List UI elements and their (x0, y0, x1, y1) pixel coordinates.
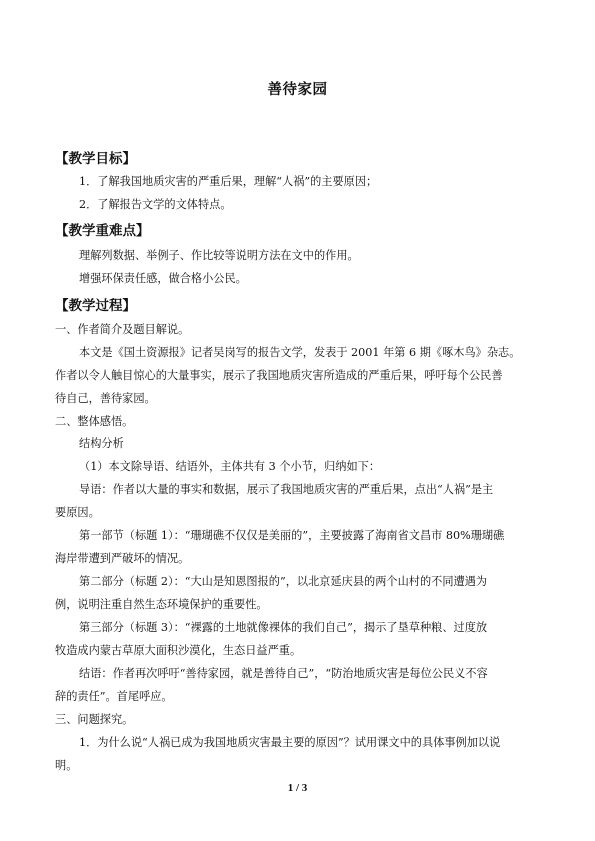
process-line: 导语：作者以大量的事实和数据，展示了我国地质灾害的严重后果，点出“人祸”是主 (79, 483, 494, 496)
goal-item-1: 1．了解我国地质灾害的严重后果，理解“人祸”的主要原因； (79, 175, 378, 188)
page-number: 1 / 3 (287, 782, 308, 794)
process-line: 第三部分（标题 3）：“裸露的土地就像裸体的我们自己”，揭示了垦草种粮、过度放 (79, 621, 488, 634)
section-heading-key-points: 【教学重难点】 (55, 223, 150, 239)
process-line: 明。 (55, 759, 78, 772)
process-line: 1．为什么说“人祸已成为我国地质灾害最主要的原因”？试用课文中的具体事例加以说 (79, 736, 501, 749)
process-line: 要原因。 (55, 506, 100, 519)
process-line: 本文是《国土资源报》记者吴岗写的报告文学，发表于 2001 年第 6 期《啄木鸟》杂志。 (79, 346, 521, 359)
section-heading-goals: 【教学目标】 (55, 151, 136, 167)
process-line: 海岸带遭到严破坏的情况。 (55, 552, 190, 565)
goal-item-2: 2．了解报告文学的文体特点。 (79, 198, 232, 211)
section-heading-process: 【教学过程】 (55, 298, 136, 314)
process-line: 作者以令人触目惊心的大量事实，展示了我国地质灾害所造成的严重后果，呼吁每个公民善 (55, 369, 503, 382)
process-line: 一、作者简介及题目解说。 (55, 323, 190, 336)
process-line: 第二部分（标题 2）：“大山是知恩图报的”，以北京延庆县的两个山村的不同遭遇为 (79, 575, 488, 588)
process-line: 二、整体感悟。 (55, 415, 134, 428)
process-line: 例，说明注重自然生态环境保护的重要性。 (55, 598, 268, 611)
key-point-item-1: 理解列数据、举例子、作比较等说明方法在文中的作用。 (79, 249, 359, 262)
process-line: 结构分析 (79, 437, 124, 450)
process-line: 结语：作者再次呼吁“善待家园，就是善待自己”，“防治地质灾害是每位公民义不容 (79, 667, 488, 680)
process-line: 牧造成内蒙古草原大面积沙漠化，生态日益严重。 (55, 644, 302, 657)
process-line: 待自己，善待家园。 (55, 392, 156, 405)
process-line: （1）本文除导语、结语外，主体共有 3 个小节，归纳如下： (79, 460, 381, 473)
process-line: 辞的责任”。首尾呼应。 (55, 690, 173, 703)
key-point-item-2: 增强环保责任感，做合格小公民。 (79, 272, 247, 285)
process-line: 三、问题探究。 (55, 713, 134, 726)
process-line: 第一部节（标题 1）：“珊瑚礁不仅仅是美丽的”，主要披露了海南省文昌市 80%珊瑚礁 (79, 529, 505, 542)
document-title: 善待家园 (267, 82, 328, 98)
